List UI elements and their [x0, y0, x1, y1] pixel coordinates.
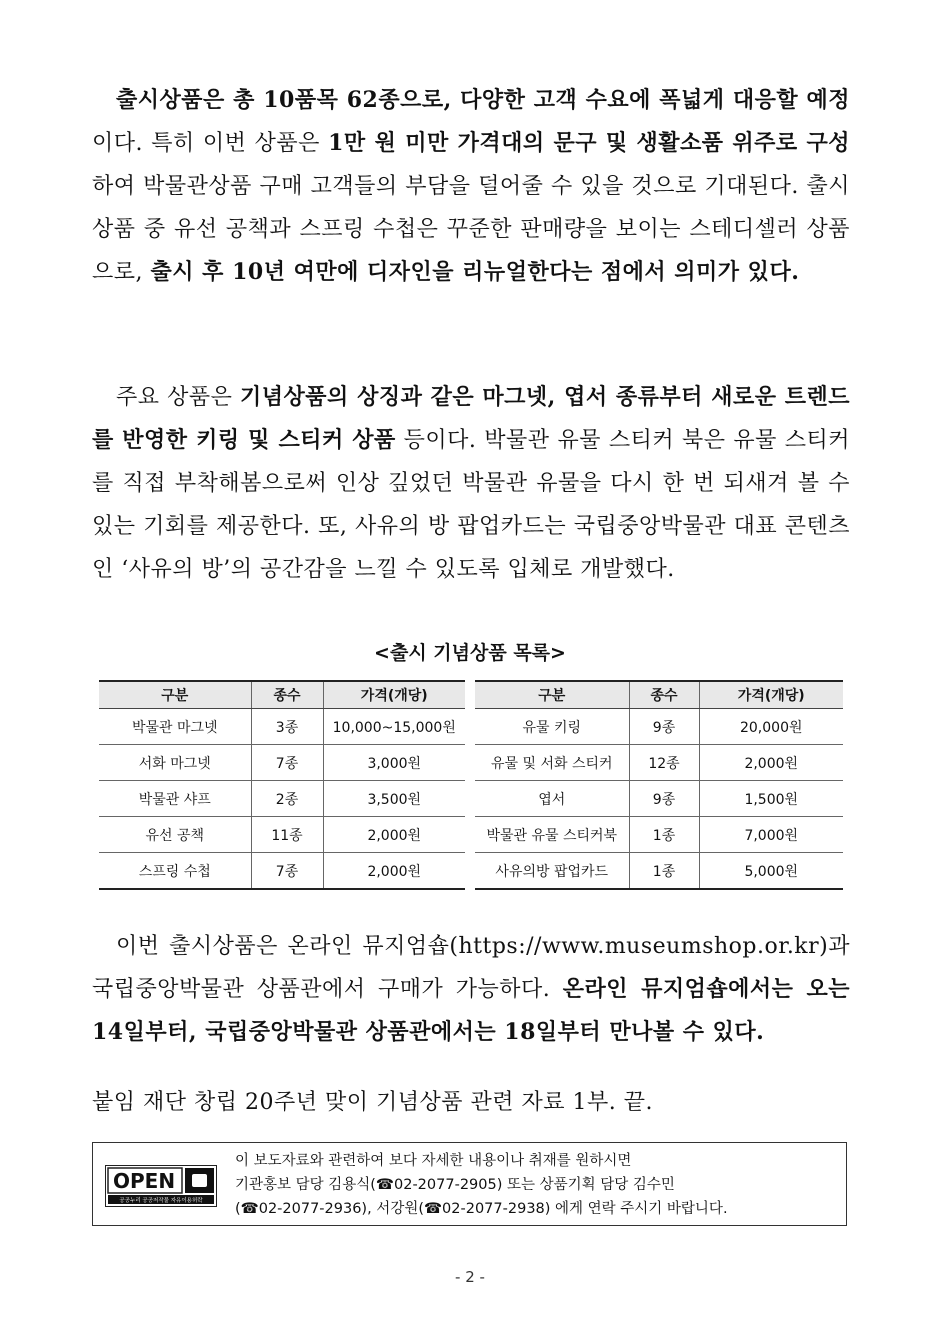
header-price: 가격(개당) [323, 681, 465, 709]
body-text: 등이다. 박물관 유물 스티커 북은 유물 스티커를 직접 부착해봄으로써 인상 깊었던 박물관 유물을 다시 한 번 되새겨 볼 수 있는 기회를 제공한다. 또, 사유의 방 팝업카드는 국립중앙박물관 대표 콘텐츠인 ‘사유의 방’의 공간감을 느낄 수 있도록 입체로 개발했다. [92, 428, 850, 582]
cell-category: 사유의방 팝업카드 [475, 853, 629, 890]
cell-price: 10,000~15,000원 [323, 709, 465, 745]
header-category: 구분 [99, 681, 251, 709]
table-row [475, 745, 843, 781]
paragraph-release-overview [92, 79, 850, 294]
cell-price: 2,000원 [699, 745, 843, 781]
cell-count: 3종 [251, 709, 323, 745]
cell-price: 7,000원 [699, 817, 843, 853]
cell-count: 7종 [251, 745, 323, 781]
cell-price: 3,000원 [323, 745, 465, 781]
body-text: 이다. 특히 이번 상품은 [92, 131, 329, 156]
table-row [475, 817, 843, 853]
table-caption: <출시 기념상품 목록> [374, 642, 566, 664]
contact-box [92, 1142, 847, 1226]
table-row [99, 781, 465, 817]
table-row [475, 853, 843, 890]
cell-count: 7종 [251, 853, 323, 890]
table-row [99, 745, 465, 781]
table-row [475, 781, 843, 817]
attachment-note: 붙임 재단 창립 20주년 맞이 기념상품 관련 자료 1부. 끝. [92, 1090, 653, 1115]
bold-text: 1만 원 미만 가격대의 문구 및 생활소품 위주로 구성 [328, 130, 850, 156]
paragraph-purchase-info [92, 925, 850, 1054]
table-row [99, 817, 465, 853]
contact-text [235, 1149, 728, 1221]
cell-count: 11종 [251, 817, 323, 853]
cell-price: 2,000원 [323, 853, 465, 890]
header-count: 종수 [251, 681, 323, 709]
table-header-row [475, 681, 843, 709]
header-price: 가격(개당) [699, 681, 843, 709]
body-text: 이번 출시상품은 온라인 뮤지엄숍(https://www.museumshop.or.kr)과 국립중앙박물관 상품관에서 구매가 가능하다. [92, 934, 850, 1002]
cell-count: 1종 [629, 817, 699, 853]
cell-category: 박물관 샤프 [99, 781, 251, 817]
cell-category: 유물 및 서화 스티커 [475, 745, 629, 781]
cell-price: 3,500원 [323, 781, 465, 817]
table-row [475, 709, 843, 745]
page-number: - 2 - [455, 1268, 485, 1286]
cell-count: 12종 [629, 745, 699, 781]
bold-text: 출시상품은 총 10품목 62종으로, 다양한 고객 수요에 폭넓게 대응할 예정 [116, 87, 850, 113]
table-header-row [99, 681, 465, 709]
cell-category: 엽서 [475, 781, 629, 817]
cell-count: 1종 [629, 853, 699, 890]
body-text: 하여 박물관상품 구매 고객들의 부담을 덜어줄 수 있을 것으로 기대된다. 출시상품 중 유선 공책과 스프링 수첩은 꾸준한 판매량을 보이는 스테디셀러 상품으로, [92, 174, 850, 285]
product-table-right [475, 680, 843, 890]
cell-category: 박물관 마그넷 [99, 709, 251, 745]
cell-category: 유선 공책 [99, 817, 251, 853]
cell-price: 20,000원 [699, 709, 843, 745]
bold-text: 온라인 뮤지엄숍에서는 오는 14일부터, 국립중앙박물관 상품관에서는 18일부터 만나볼 수 있다. [92, 976, 850, 1045]
table-row [99, 853, 465, 890]
cell-count: 9종 [629, 781, 699, 817]
cell-price: 5,000원 [699, 853, 843, 890]
contact-line: 이 보도자료와 관련하여 보다 자세한 내용이나 취재를 원하시면 [235, 1153, 632, 1169]
product-table-left [99, 680, 465, 890]
cell-category: 박물관 유물 스티커북 [475, 817, 629, 853]
bold-text: 기념상품의 상징과 같은 마그넷, 엽서 종류부터 새로운 트렌드를 반영한 키링 및 스티커 상품 [92, 384, 851, 453]
cell-price: 1,500원 [699, 781, 843, 817]
contact-line: 기관홍보 담당 김용식(☎02-2077-2905) 또는 상품기획 담당 김수민 [235, 1177, 675, 1193]
cell-category: 서화 마그넷 [99, 745, 251, 781]
open-logo-subtext: 공공누리 공공저작물 자유이용허락 [119, 1198, 203, 1204]
header-count: 종수 [629, 681, 699, 709]
cell-count: 9종 [629, 709, 699, 745]
open-logo-text: OPEN [113, 1169, 176, 1193]
table-row [99, 709, 465, 745]
bold-text: 출시 후 10년 여만에 디자인을 리뉴얼한다는 점에서 의미가 있다. [150, 259, 800, 285]
header-category: 구분 [475, 681, 629, 709]
paragraph-main-products [92, 376, 850, 591]
cell-category: 스프링 수첩 [99, 853, 251, 890]
open-license-logo [105, 1165, 217, 1207]
body-text: 주요 상품은 [116, 385, 241, 410]
contact-line: (☎02-2077-2936), 서강원(☎02-2077-2938) 에게 연락 주시기 바랍니다. [235, 1201, 728, 1217]
cell-price: 2,000원 [323, 817, 465, 853]
cell-count: 2종 [251, 781, 323, 817]
cell-category: 유물 키링 [475, 709, 629, 745]
